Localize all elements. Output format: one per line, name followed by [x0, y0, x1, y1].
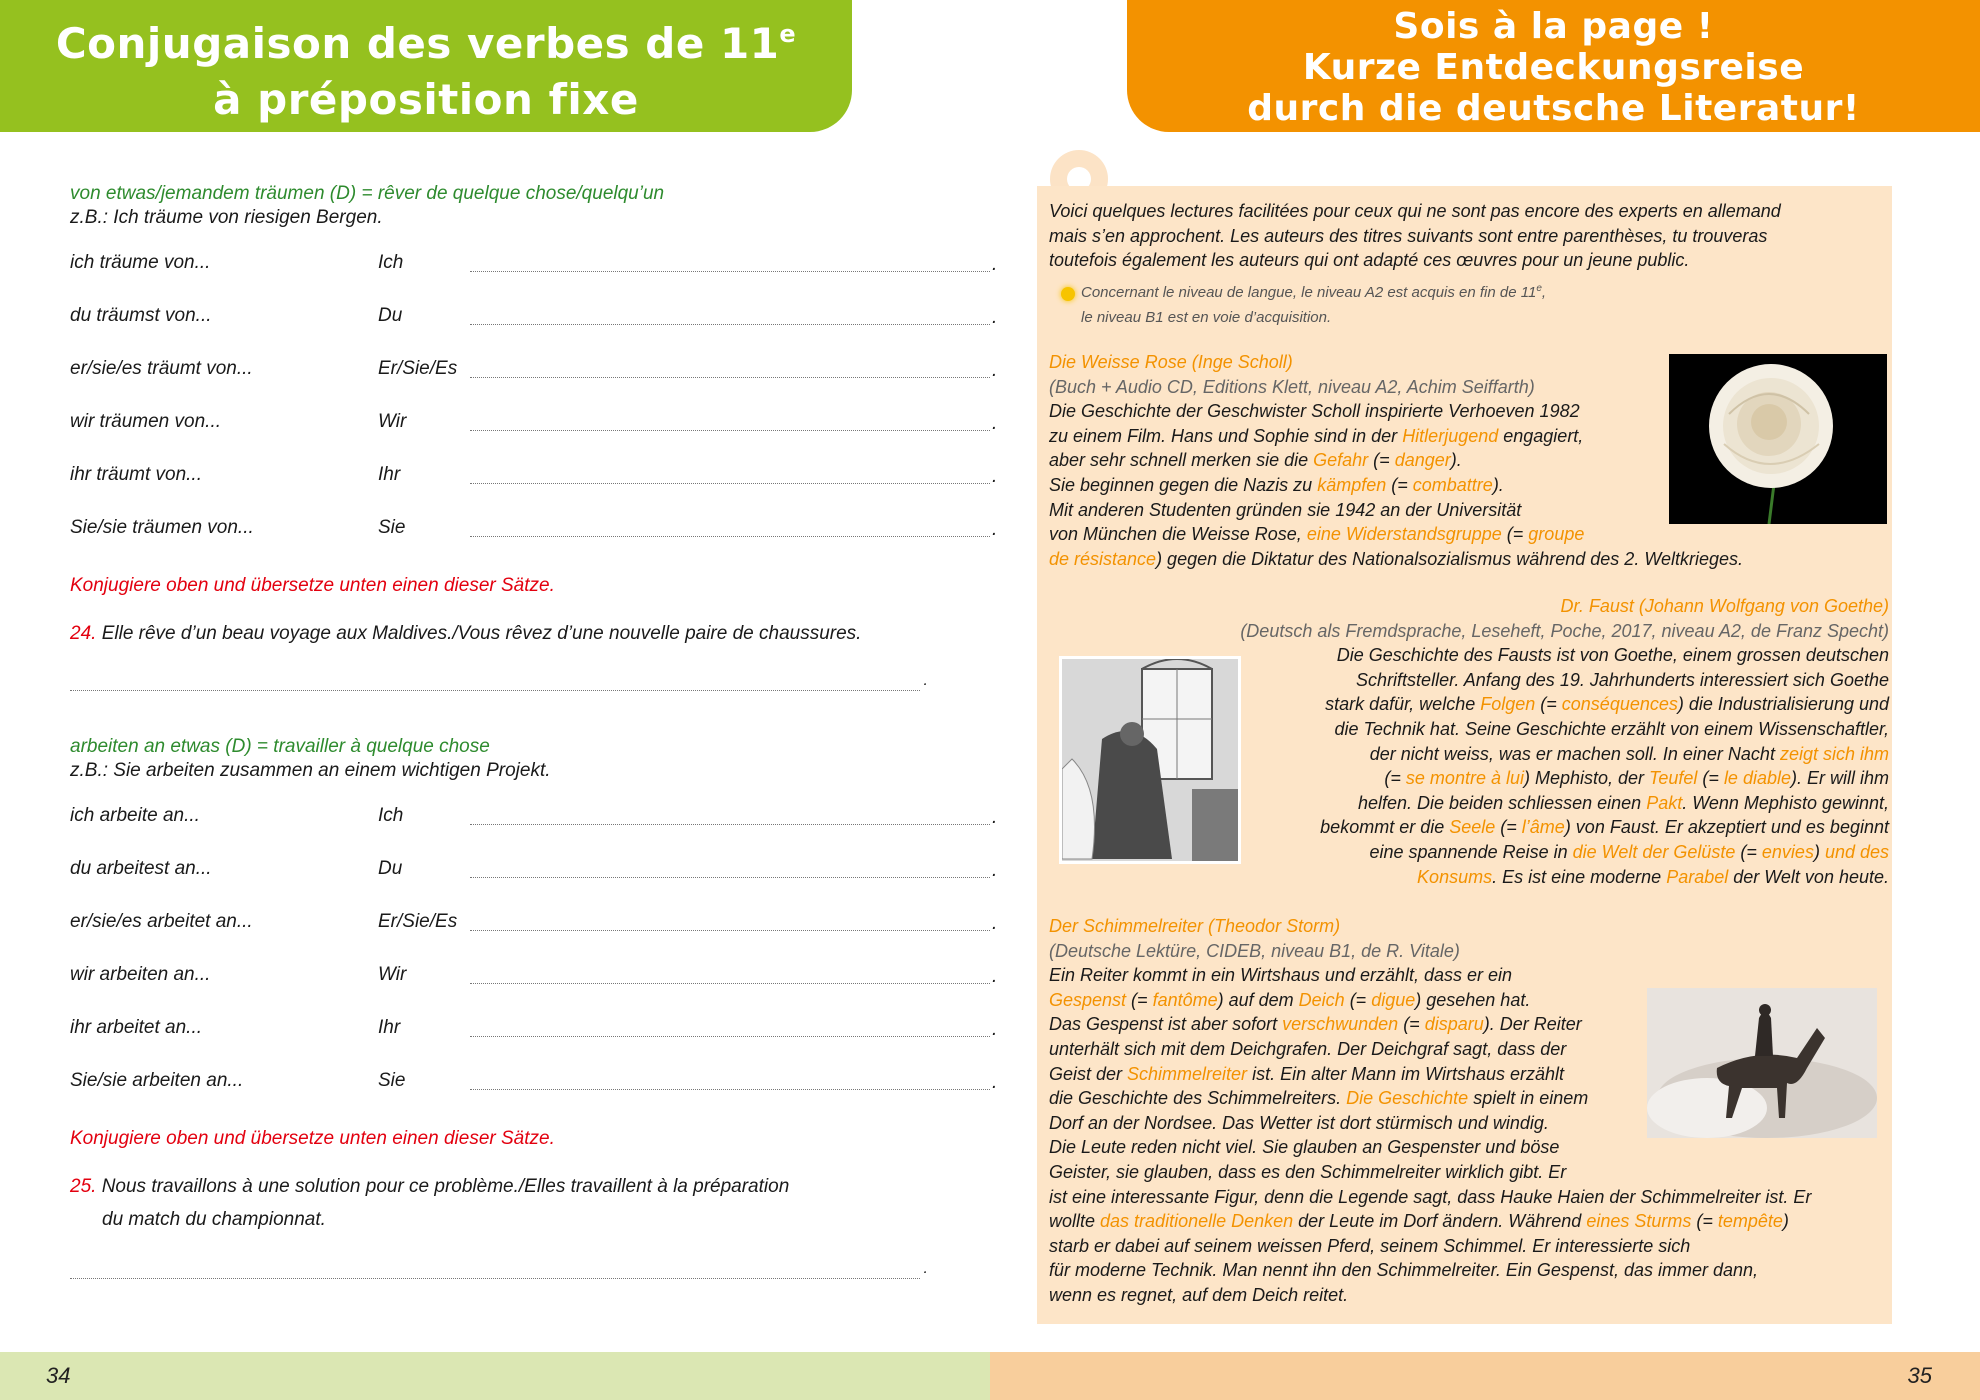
exercise-content — [70, 182, 998, 1279]
answer-field[interactable] — [470, 271, 990, 272]
book-title: Der Schimmelreiter (Theodor Storm) — [1049, 916, 1341, 936]
conjugation-row — [70, 464, 998, 517]
book-title: Die Weisse Rose (Inge Scholl) — [1049, 352, 1293, 372]
book-meta: (Deutsch als Fremdsprache, Leseheft, Poche, 2017, niveau A2, de Franz Specht) — [1240, 620, 1889, 641]
title-line-1: Sois à la page ! — [1393, 6, 1714, 47]
conjugation-row — [70, 411, 998, 464]
intro-text: Voici quelques lectures facilitées pour ceux qui ne sont pas encore des experts en allemand mais s’en approchent. Les auteurs des titres suivants sont entre parenthèses, tu trouveras toutefois également les auteurs qui ont adapté ces œuvres pour un jeune public. — [1049, 201, 1781, 271]
pronoun: Du — [378, 858, 403, 879]
white-rose-image — [1669, 354, 1887, 524]
conjugation-row — [70, 911, 998, 964]
title-line-1: Conjugaison des verbes de 11 — [55, 19, 780, 68]
page-number: 35 — [1907, 1363, 1932, 1388]
right-header — [1127, 0, 1980, 132]
answer-field[interactable] — [470, 324, 990, 325]
pronoun: Ich — [378, 805, 404, 826]
book-meta: (Buch + Audio CD, Editions Klett, niveau A2, Achim Seiffarth) — [1049, 376, 1535, 397]
answer-field[interactable] — [470, 930, 990, 931]
instruction: Konjugiere oben und übersetze unten einen dieser Sätze. — [70, 1128, 555, 1149]
period: . — [992, 254, 998, 275]
conjugation-row — [70, 358, 998, 411]
answer-field[interactable] — [470, 536, 990, 537]
pronoun: Du — [378, 305, 403, 326]
right-page — [990, 0, 1980, 1400]
period: . — [923, 1260, 928, 1277]
pronoun: Er/Sie/Es — [378, 358, 458, 379]
title-line-3: durch die deutsche Literatur! — [1247, 88, 1860, 129]
verb-form: er/sie/es träumt von... — [70, 358, 253, 379]
right-footer — [990, 1352, 1980, 1400]
answer-field[interactable] — [470, 430, 990, 431]
title-line-2: Kurze Entdeckungsreise — [1302, 47, 1805, 88]
conjugation-row — [70, 1070, 998, 1123]
level-tip: Concernant le niveau de langue, le niveau A2 est acquis en fin de 11e, le niveau B1 est en voie d’acquisition. — [1081, 283, 1547, 326]
left-page-title — [0, 16, 852, 128]
answer-field[interactable] — [470, 1036, 990, 1037]
pronoun: Wir — [378, 411, 407, 432]
verb-form: du träumst von... — [70, 305, 212, 326]
answer-field[interactable] — [470, 377, 990, 378]
lightbulb-icon — [1061, 287, 1075, 301]
title-line-2: à préposition fixe — [213, 75, 639, 124]
conjugation-row — [70, 805, 998, 858]
period: . — [992, 966, 998, 987]
conjugation-row — [70, 1017, 998, 1070]
period: . — [923, 672, 928, 689]
verb-block-1 — [70, 182, 998, 691]
period: . — [992, 466, 998, 487]
period: . — [992, 519, 998, 540]
pronoun: Ihr — [378, 1017, 401, 1038]
verb-definition: von etwas/jemandem träumen (D) = rêver de quelque chose/quelqu’un — [70, 183, 665, 204]
exercise-number: 25. — [70, 1176, 97, 1197]
verb-form: ihr träumt von... — [70, 464, 202, 485]
right-page-title — [1127, 6, 1980, 129]
book-weisse-rose: Die Weisse Rose (Inge Scholl) (Buch + Audio CD, Editions Klett, niveau A2, Achim Seiffarth) Die Geschichte der Geschwister Scholl inspirierte Verhoeven 1982 zu einem Film. Hans und Sophie sind in der Hitlerjugend engagiert, aber sehr schnell merken sie die Gefahr (= danger). Sie beginnen gegen die Nazis zu kämpfen (= combattre). Mit anderen Studenten gründen sie 1942 an der Universität von München die Weisse Rose, eine Widerstandsgruppe (= groupe de résistance) gegen die Diktatur des Nationalsozialismus während des 2. Weltkrieges. — [1049, 352, 1744, 569]
verb-form: wir arbeiten an... — [70, 964, 211, 985]
answer-field[interactable] — [470, 983, 990, 984]
exercise-text: Nous travaillons à une solution pour ce problème./Elles travaillent à la préparation — [101, 1176, 790, 1197]
book-meta: (Deutsche Lektüre, CIDEB, niveau B1, de R. Vitale) — [1049, 940, 1460, 961]
page-number: 34 — [46, 1363, 71, 1388]
conjugation-row — [70, 517, 998, 570]
period: . — [992, 1019, 998, 1040]
period: . — [992, 307, 998, 328]
period: . — [992, 360, 998, 381]
verb-form: wir träumen von... — [70, 411, 221, 432]
exercise-number: 24. — [70, 623, 97, 644]
verb-definition: arbeiten an etwas (D) = travailler à quelque chose — [70, 736, 490, 757]
pronoun: Ihr — [378, 464, 401, 485]
exercise-24 — [70, 617, 950, 650]
pronoun: Er/Sie/Es — [378, 911, 458, 932]
verb-form: ich arbeite an... — [70, 805, 200, 826]
period: . — [992, 807, 998, 828]
period: . — [992, 860, 998, 881]
answer-field[interactable] — [470, 483, 990, 484]
conjugation-row — [70, 964, 998, 1017]
period: . — [992, 413, 998, 434]
verb-form: ich träume von... — [70, 252, 211, 273]
verb-block-2 — [70, 735, 998, 1279]
title-sup: e — [779, 20, 797, 48]
reading-panel — [1037, 186, 1892, 1324]
period: . — [992, 913, 998, 934]
answer-field[interactable] — [470, 824, 990, 825]
verb-form: ihr arbeitet an... — [70, 1017, 203, 1038]
answer-field[interactable] — [470, 877, 990, 878]
answer-field[interactable] — [470, 1089, 990, 1090]
book-schimmelreiter: Der Schimmelreiter (Theodor Storm) (Deutsche Lektüre, CIDEB, niveau B1, de R. Vitale) Ein Reiter kommt in ein Wirtshaus und erzählt, dass er ein Gespenst (= fantôme) auf dem Deich (= digue) gesehen hat. Das Gespenst ist aber sofort verschwunden (= disparu). Der Reiter unterhält sich mit dem Deichgrafen. Der Deichgraf sagt, dass der Geist der Schimmelreiter ist. Ein alter Mann im Wirtshaus erzählt die Geschichte des Schimmelreiters. Die Geschichte spielt in einem Dorf an der Nordsee. Das Wetter ist dort stürmisch und windig. Die Leute reden nicht viel. Sie glauben an Gespenster und böse Geister, sie glauben, dass es den Schimmelreiter wirklich gibt. Er ist eine interessante Figur, denn die Legende sagt, dass Hauke Haien der Schimmelreiter ist. Er wollte das traditionelle Denken der Leute im Dorf ändern. Während eines Sturms (= tempête) starb er dabei auf seinem weissen Pferd, seinem Schimmel. Er interessierte sich für moderne Technik. Man nennt ihn den Schimmelreiter. Ein Gespenst, das immer dann, wenn es regnet, auf dem Deich reitet. — [1049, 916, 1812, 1305]
verb-example: z.B.: Ich träume von riesigen Bergen. — [70, 207, 383, 228]
translation-field[interactable] — [70, 670, 928, 691]
exercise-text: Elle rêve d’un beau voyage aux Maldives./Vous rêvez d’une nouvelle paire de chaussures. — [101, 623, 862, 644]
left-footer — [0, 1352, 990, 1400]
exercise-25 — [70, 1170, 950, 1236]
conjugation-row — [70, 252, 998, 305]
faust-illustration — [1059, 656, 1241, 864]
book-title: Dr. Faust (Johann Wolfgang von Goethe) — [1560, 596, 1889, 616]
pronoun: Wir — [378, 964, 407, 985]
book-dr-faust: Dr. Faust (Johann Wolfgang von Goethe) (Deutsch als Fremdsprache, Leseheft, Poche, 2017, niveau A2, de Franz Specht) Die Geschichte des Fausts ist von Goethe, einem grossen deutschen Schriftsteller. Anfang des 19. Jahrhunderts interessiert sich Goethe stark dafür, welche Folgen (= conséquences) die Industrialisierung und die Technik hat. Seine Geschichte erzählt von einem Wissenschaftler, der nicht weiss, was er machen soll. In einer Nacht zeigt sich ihm (= se montre à lui) Mephisto, der Teufel (= le diable). Er will ihm helfen. Die beiden schliessen einen Pakt. Wenn Mephisto gewinnt, bekommt er die Seele (= l’âme) von Faust. Er akzeptiert und es beginnt eine spannende Reise in die Welt der Gelüste (= envies) und des Konsums. Es ist eine moderne Parabel der Welt von heute. — [1240, 596, 1889, 887]
left-header — [0, 0, 852, 132]
pronoun: Sie — [378, 1070, 406, 1091]
exercise-text-cont: du match du championnat. — [102, 1209, 326, 1230]
translation-field[interactable] — [70, 1258, 928, 1279]
verb-form: er/sie/es arbeitet an... — [70, 911, 253, 932]
pronoun: Sie — [378, 517, 406, 538]
verb-form: Sie/sie arbeiten an... — [70, 1070, 244, 1091]
horse-rider-image — [1647, 988, 1877, 1138]
conjugation-row — [70, 858, 998, 911]
pronoun: Ich — [378, 252, 404, 273]
period: . — [992, 1072, 998, 1093]
verb-example: z.B.: Sie arbeiten zusammen an einem wichtigen Projekt. — [70, 760, 551, 781]
verb-form: Sie/sie träumen von... — [70, 517, 254, 538]
instruction: Konjugiere oben und übersetze unten einen dieser Sätze. — [70, 575, 555, 596]
verb-form: du arbeitest an... — [70, 858, 212, 879]
conjugation-row — [70, 305, 998, 358]
